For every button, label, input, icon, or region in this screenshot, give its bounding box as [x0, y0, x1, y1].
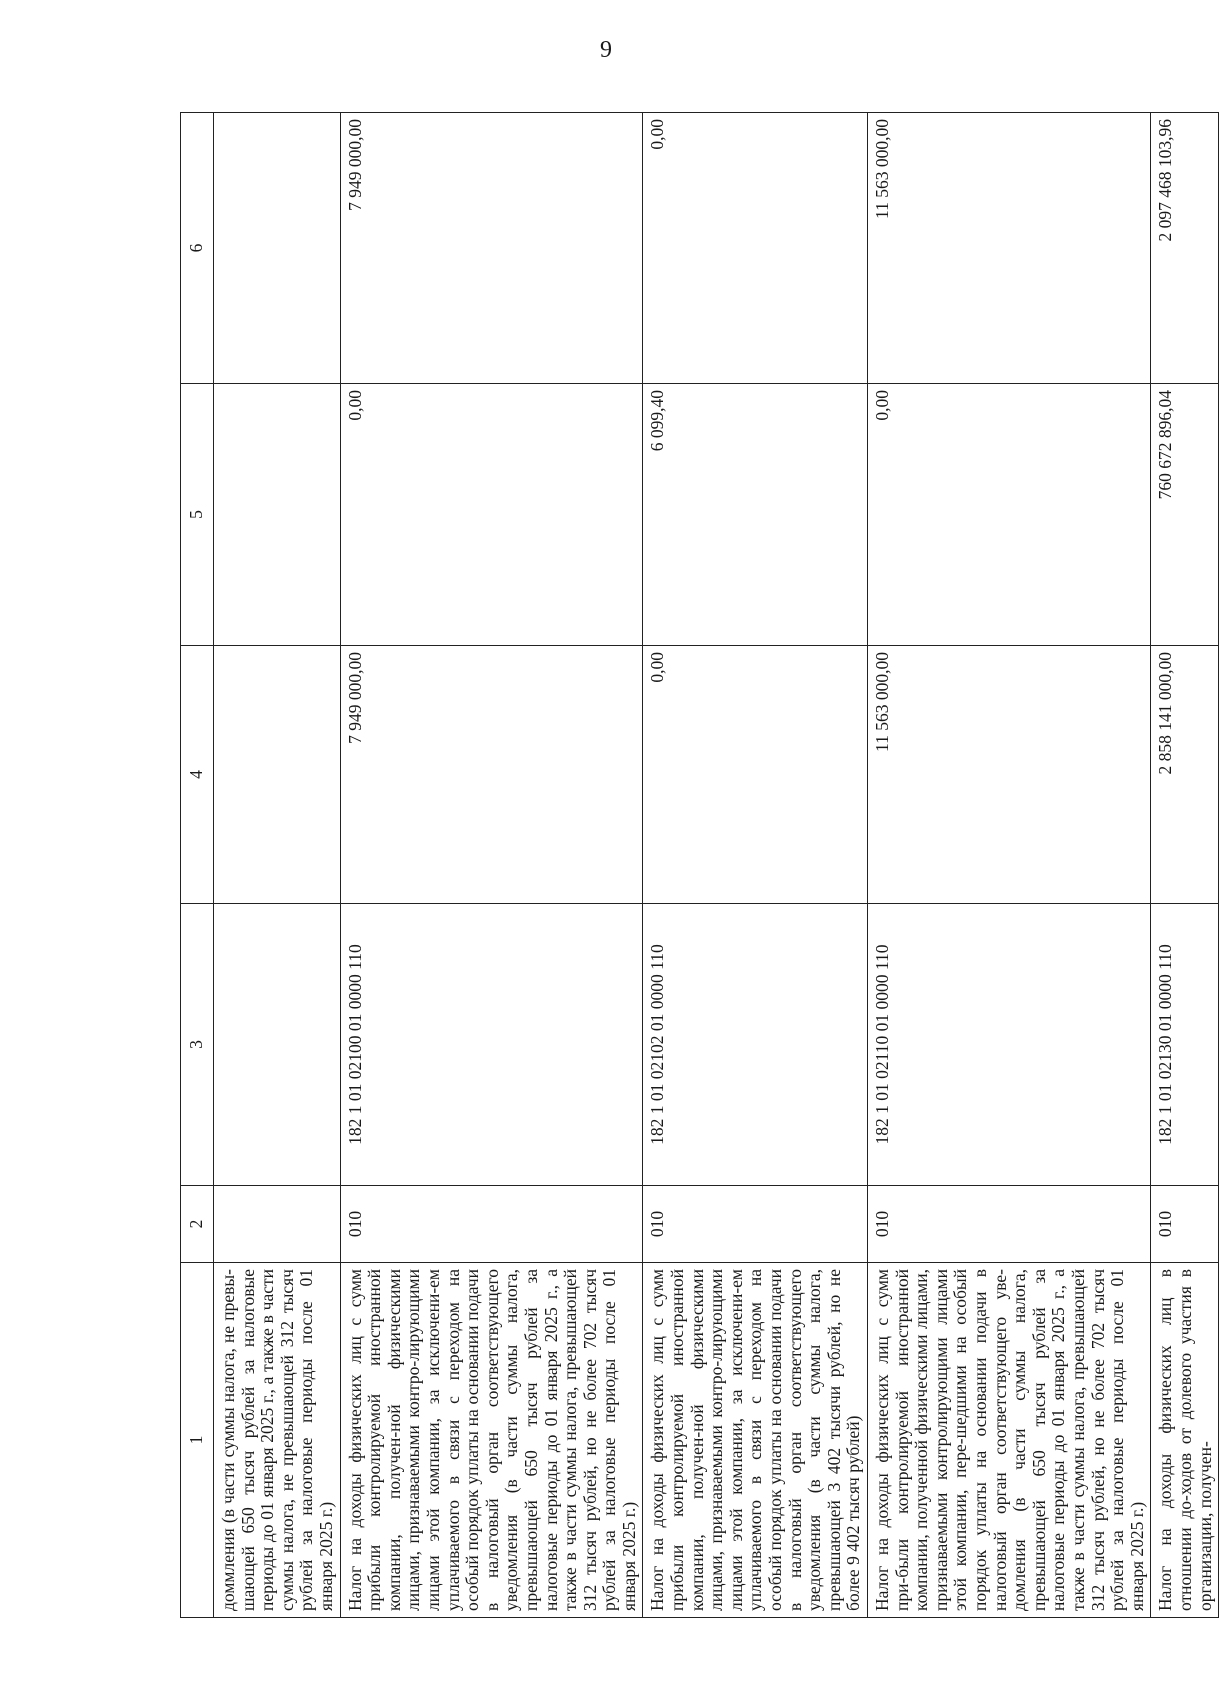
column-header-1: 1	[181, 1263, 214, 1618]
row-value-col6: 11 563 000,00	[868, 113, 1151, 384]
row-value-col4: 0,00	[643, 646, 868, 904]
row-value-col6	[214, 113, 341, 384]
row-value-col5: 760 672 896,04	[1151, 384, 1219, 646]
row-value-col6: 7 949 000,00	[340, 113, 643, 384]
row-admin-code: 010	[340, 1186, 643, 1263]
table-row	[868, 113, 1151, 1618]
table-row	[643, 113, 868, 1618]
row-kbk-code: 182 1 01 02102 01 0000 110	[643, 904, 868, 1186]
column-header-2: 2	[181, 1186, 214, 1263]
row-description: доммления (в части суммы налога, не превы-шающей 650 тысяч рублей за налоговые периоды до 01 января 2025 г., а также в части суммы налога, не превышающей 312 тысяч рублей за налоговые периоды после 01 января 2025 г.)	[214, 1263, 341, 1618]
column-header-6: 6	[181, 113, 214, 384]
row-value-col6: 2 097 468 103,96	[1151, 113, 1219, 384]
row-admin-code: 010	[868, 1186, 1151, 1263]
row-description: Налог на доходы физических лиц с сумм прибыли контролируемой иностранной компании, получен-ной физическими лицами, признаваемыми контро-лирующими лицами этой компании, за исключени-ем уплачиваемого в связи с переходом на особый порядок уплаты на основании подачи в налоговый орган соответствующего уведомления (в части суммы налога, превышающей 650 тысяч рублей за налоговые периоды до 01 января 2025 г., а также в части суммы налога, превышающей 312 тысяч рублей, но не более 702 тысяч рублей за налоговые периоды после 01 января 2025 г.)	[340, 1263, 643, 1618]
table-header-row	[181, 113, 214, 1618]
page-number: 9	[600, 37, 612, 63]
row-value-col4: 7 949 000,00	[340, 646, 643, 904]
row-description: Налог на доходы физических лиц в отношении до-ходов от долевого участия в организации, получен-	[1151, 1263, 1219, 1618]
row-kbk-code: 182 1 01 02110 01 0000 110	[868, 904, 1151, 1186]
column-header-5: 5	[181, 384, 214, 646]
row-kbk-code	[214, 904, 341, 1186]
column-header-3: 3	[181, 904, 214, 1186]
row-value-col5: 0,00	[340, 384, 643, 646]
column-header-4: 4	[181, 646, 214, 904]
table-row	[1151, 113, 1219, 1618]
row-value-col5	[214, 384, 341, 646]
row-value-col4: 2 858 141 000,00	[1151, 646, 1219, 904]
row-kbk-code: 182 1 01 02130 01 0000 110	[1151, 904, 1219, 1186]
row-value-col4	[214, 646, 341, 904]
rotated-table-container	[180, 113, 1215, 1618]
row-description: Налог на доходы физических лиц с сумм при-были контролируемой иностранной компании, полученной физическими лицами, признаваемыми контролирующими лицами этой компании, пере-шедшими на особый порядок уплаты на основании подачи в налоговый орган соответствующего уве-домления (в части суммы налога, превышающей 650 тысяч рублей за налоговые периоды до 01 января 2025 г., а также в части суммы налога, превышающей 312 тысяч рублей, но не более 702 тысяч рублей за налоговые периоды после 01 января 2025 г.)	[868, 1263, 1151, 1618]
row-admin-code	[214, 1186, 341, 1263]
row-value-col6: 0,00	[643, 113, 868, 384]
row-value-col5: 0,00	[868, 384, 1151, 646]
row-description: Налог на доходы физических лиц с сумм прибыли контролируемой иностранной компании, получен-ной физическими лицами, признаваемыми контро-лирующими лицами этой компании, за исключени-ем уплачиваемого в связи с переходом на особый порядок уплаты на основании подачи в налоговый орган соответствующего уведомления (в части суммы налога, превышающей 3 402 тысячи рублей, но не более 9 402 тысяч рублей)	[643, 1263, 868, 1618]
row-admin-code: 010	[643, 1186, 868, 1263]
row-value-col4: 11 563 000,00	[868, 646, 1151, 904]
row-kbk-code: 182 1 01 02100 01 0000 110	[340, 904, 643, 1186]
table-row	[214, 113, 341, 1618]
row-admin-code: 010	[1151, 1186, 1219, 1263]
row-value-col5: 6 099,40	[643, 384, 868, 646]
budget-revenue-table	[180, 112, 1219, 1618]
table-row	[340, 113, 643, 1618]
